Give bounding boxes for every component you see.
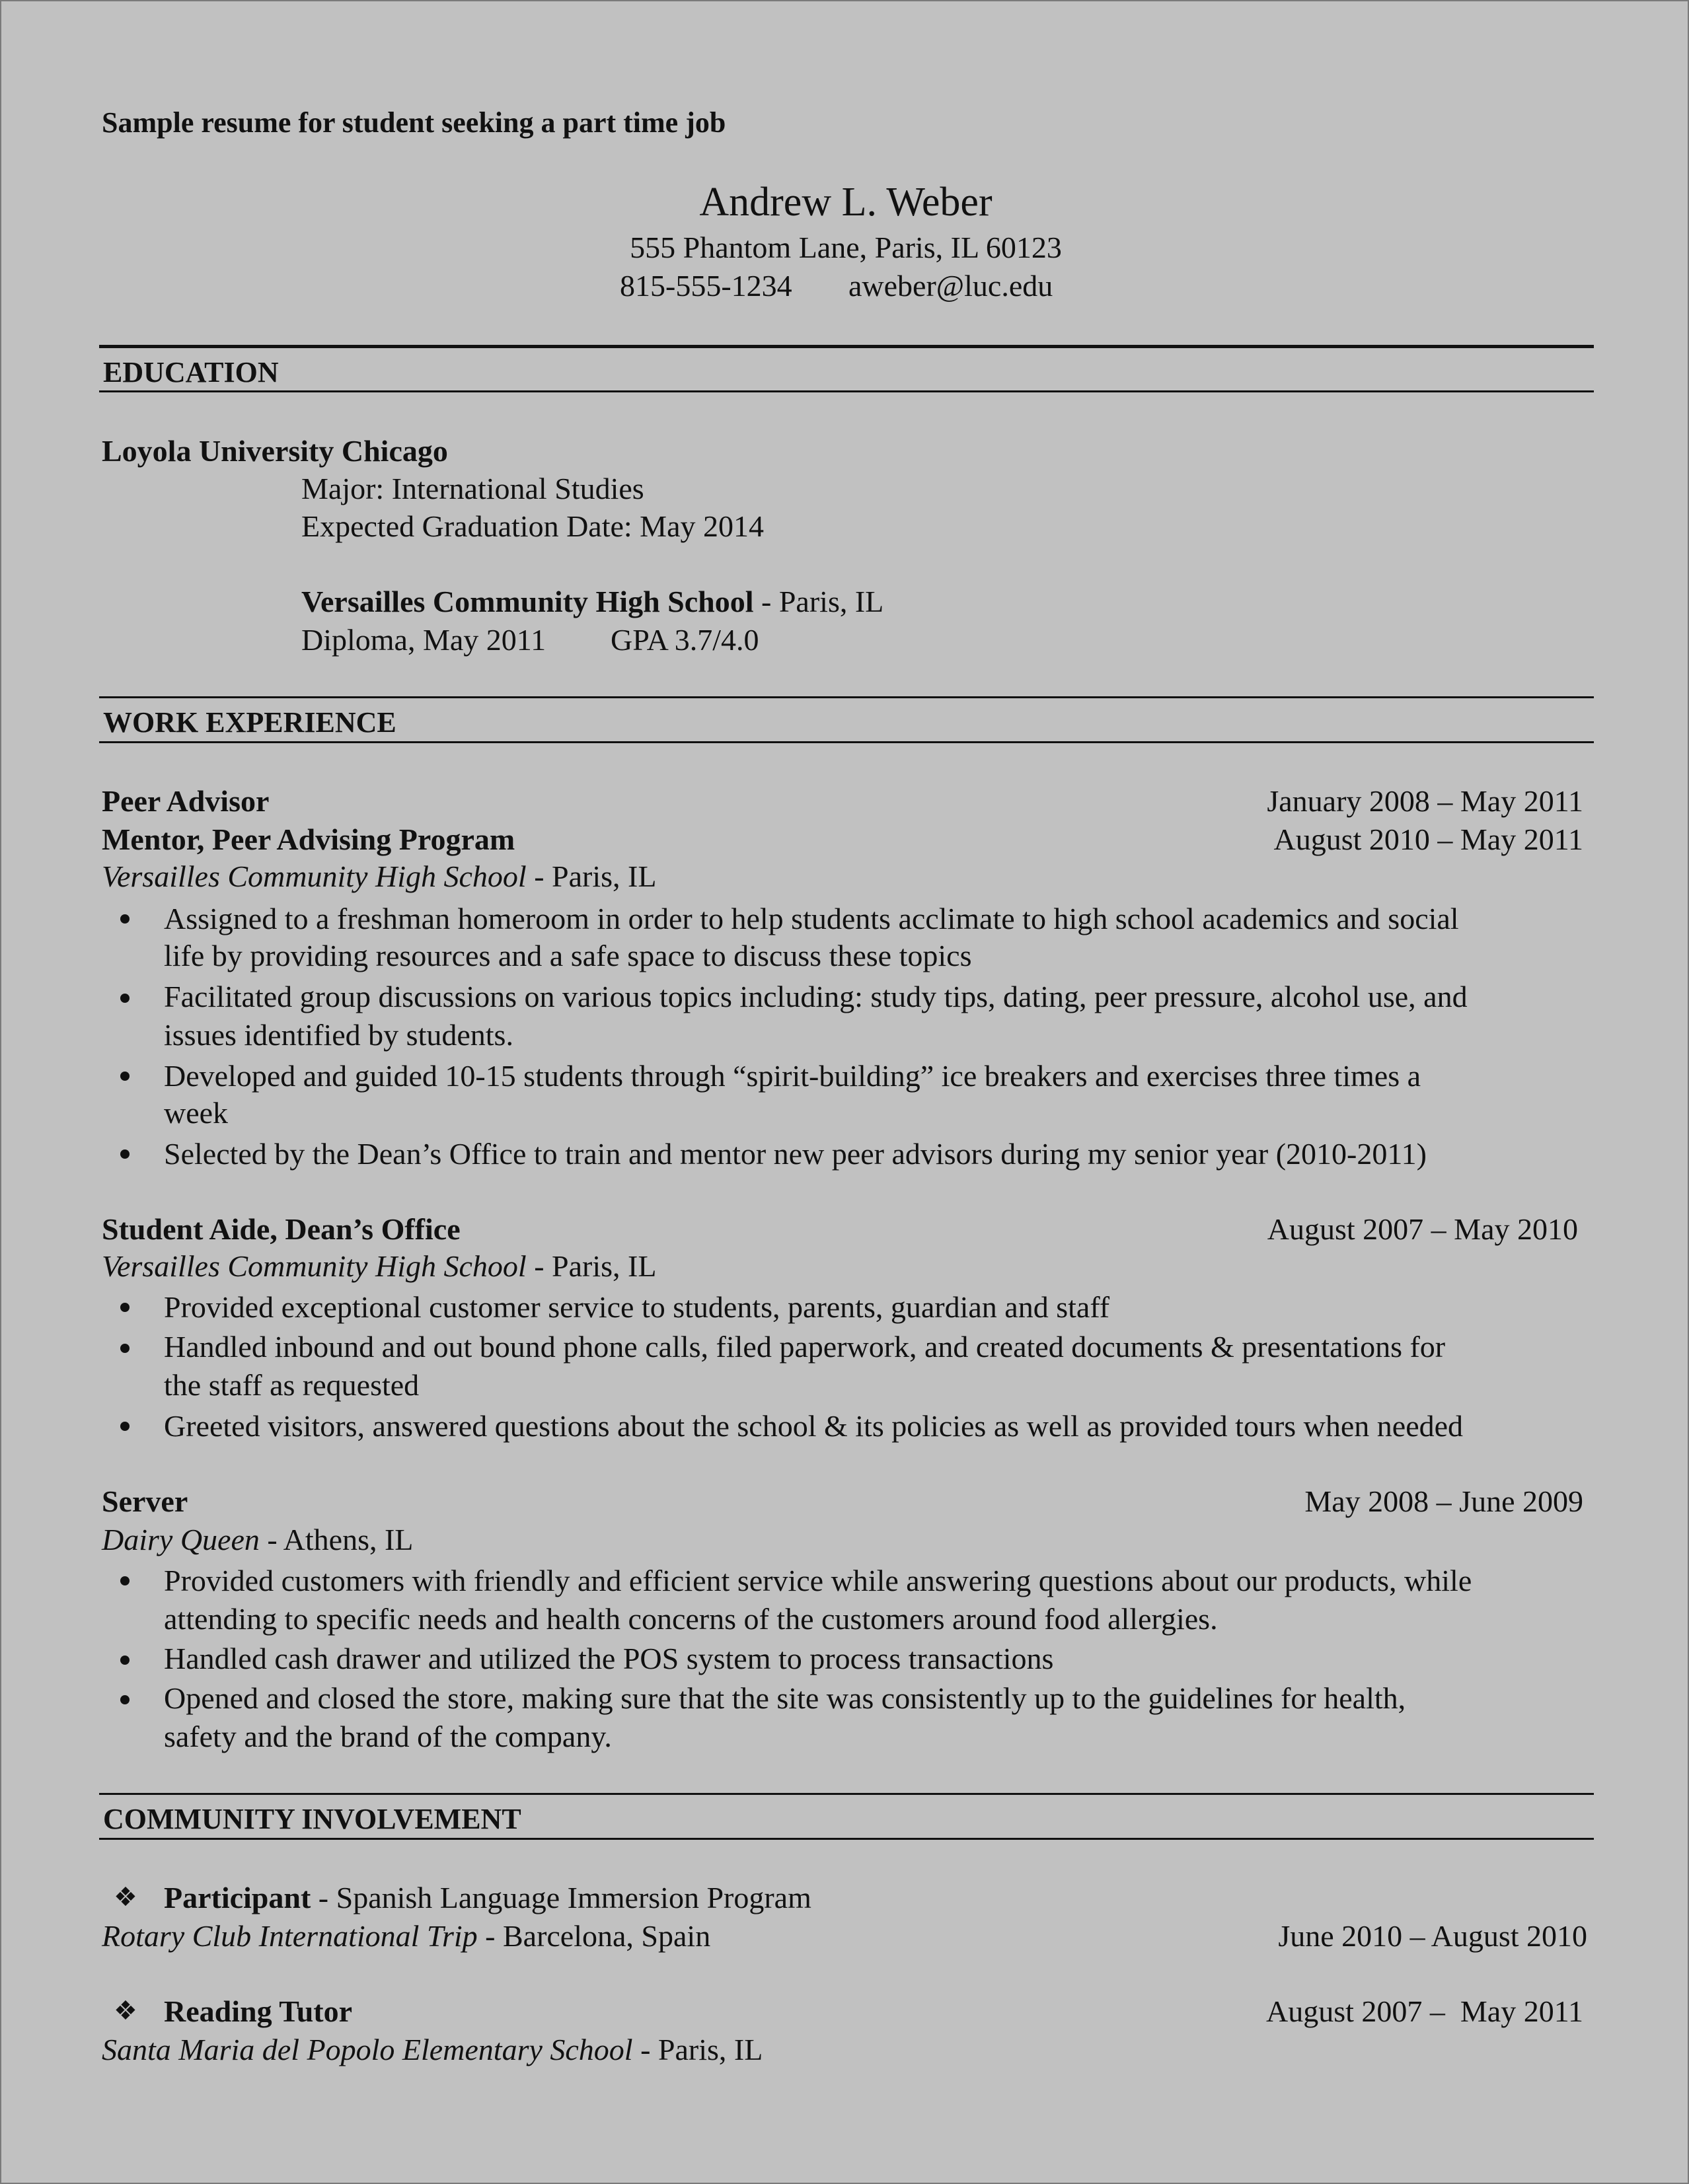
bullet-text: Greeted visitors, answered questions about the school & its policies as well as provided tours when needed	[164, 1409, 1464, 1443]
job-organization	[102, 857, 656, 896]
education-heading: EDUCATION	[103, 356, 279, 388]
job-title: Server	[102, 1484, 188, 1518]
candidate-address: 555 Phantom Lane, Paris, IL 60123	[630, 231, 1062, 264]
community-organization	[102, 1917, 710, 1955]
job-title: Student Aide, Dean’s Office	[102, 1212, 461, 1246]
community-dates: August 2007 – May 2011	[1265, 1994, 1583, 2028]
job-organization	[102, 1247, 656, 1286]
job-dates: August 2010 – May 2011	[1273, 822, 1583, 856]
section-divider	[99, 696, 1594, 698]
work-heading: WORK EXPERIENCE	[103, 706, 396, 739]
organization-location: - Paris, IL	[632, 2033, 763, 2066]
job-title: Peer Advisor	[102, 784, 270, 818]
community-program: - Spanish Language Immersion Program	[311, 1881, 811, 1914]
document-caption: Sample resume for student seeking a part time job	[102, 106, 726, 139]
section-divider	[99, 1793, 1594, 1795]
bullet-text: safety and the brand of the company.	[164, 1720, 612, 1753]
bullet-icon	[120, 1422, 130, 1431]
bullet-icon	[120, 1149, 130, 1159]
bullet-icon	[120, 1072, 130, 1081]
organization-location: - Athens, IL	[259, 1523, 414, 1556]
gpa: GPA 3.7/4.0	[611, 623, 759, 657]
community-organization	[102, 2031, 763, 2069]
bullet-text: Opened and closed the store, making sure that the site was consistently up to the guidelines for health,	[164, 1681, 1406, 1715]
organization-location: - Paris, IL	[526, 859, 657, 893]
bullet-text: Handled cash drawer and utilized the POS system to process transactions	[164, 1642, 1054, 1675]
bullet-text: Provided exceptional customer service to students, parents, guardian and staff	[164, 1290, 1110, 1324]
bullet-text: the staff as requested	[164, 1368, 420, 1402]
bullet-text: Provided customers with friendly and efficient service while answering questions about our products, while	[164, 1564, 1472, 1597]
community-heading: COMMUNITY INVOLVEMENT	[103, 1803, 521, 1835]
bullet-icon	[120, 1656, 130, 1665]
bullet-text: week	[164, 1096, 229, 1130]
bullet-icon	[120, 994, 130, 1003]
bullet-icon	[120, 1576, 130, 1585]
community-role: Participant	[164, 1881, 311, 1914]
community-dates: June 2010 – August 2010	[1278, 1919, 1587, 1953]
job-dates: January 2008 – May 2011	[1267, 784, 1583, 818]
university-name: Loyola University Chicago	[102, 434, 448, 468]
section-divider	[99, 345, 1594, 348]
organization-name: Santa Maria del Popolo Elementary School	[102, 2033, 633, 2066]
section-divider	[99, 390, 1594, 392]
bullet-text: attending to specific needs and health concerns of the customers around food allergies.	[164, 1602, 1218, 1636]
organization-name: Versailles Community High School	[102, 859, 527, 893]
bullet-text: Developed and guided 10-15 students through “spirit-building” ice breakers and exercises three times a	[164, 1059, 1421, 1093]
bullet-text: Facilitated group discussions on various topics including: study tips, dating, peer pressure, alcohol use, and	[164, 980, 1468, 1013]
job-title: Mentor, Peer Advising Program	[102, 822, 515, 856]
bullet-text: issues identified by students.	[164, 1018, 513, 1052]
organization-location: - Paris, IL	[526, 1249, 657, 1283]
job-organization	[102, 1521, 413, 1559]
candidate-name: Andrew L. Weber	[699, 180, 993, 225]
bullet-text: life by providing resources and a safe space to discuss these topics	[164, 939, 972, 972]
organization-name: Dairy Queen	[102, 1523, 260, 1556]
organization-location: - Barcelona, Spain	[477, 1919, 711, 1953]
job-dates: August 2007 – May 2010	[1267, 1212, 1578, 1246]
diamond-bullet-icon: ❖	[114, 1996, 137, 2026]
high-school-name: Versailles Community High School	[301, 585, 754, 618]
candidate-phone: 815-555-1234	[620, 269, 792, 303]
community-role: Reading Tutor	[164, 1994, 353, 2028]
graduation-date: Expected Graduation Date: May 2014	[301, 509, 764, 543]
section-divider	[99, 741, 1594, 743]
bullet-text: Handled inbound and out bound phone calls, filed paperwork, and created documents & presentations for	[164, 1330, 1446, 1364]
diploma: Diploma, May 2011	[301, 623, 546, 657]
bullet-icon	[120, 1344, 130, 1353]
university-major: Major: International Studies	[301, 472, 644, 505]
organization-name: Rotary Club International Trip	[102, 1919, 478, 1953]
community-role-line	[164, 1879, 811, 1917]
organization-name: Versailles Community High School	[102, 1249, 527, 1283]
high-school-line	[301, 583, 883, 621]
bullet-icon	[120, 1695, 130, 1704]
high-school-location: - Paris, IL	[753, 585, 884, 618]
section-divider	[99, 1838, 1594, 1840]
bullet-icon	[120, 914, 130, 924]
bullet-icon	[120, 1303, 130, 1312]
diamond-bullet-icon: ❖	[114, 1882, 137, 1912]
candidate-email: aweber@luc.edu	[848, 269, 1053, 303]
bullet-text: Selected by the Dean’s Office to train and mentor new peer advisors during my senior year (2010-2011)	[164, 1137, 1427, 1171]
bullet-text: Assigned to a freshman homeroom in order to help students acclimate to high school academics and social	[164, 902, 1459, 935]
job-dates: May 2008 – June 2009	[1304, 1484, 1583, 1518]
